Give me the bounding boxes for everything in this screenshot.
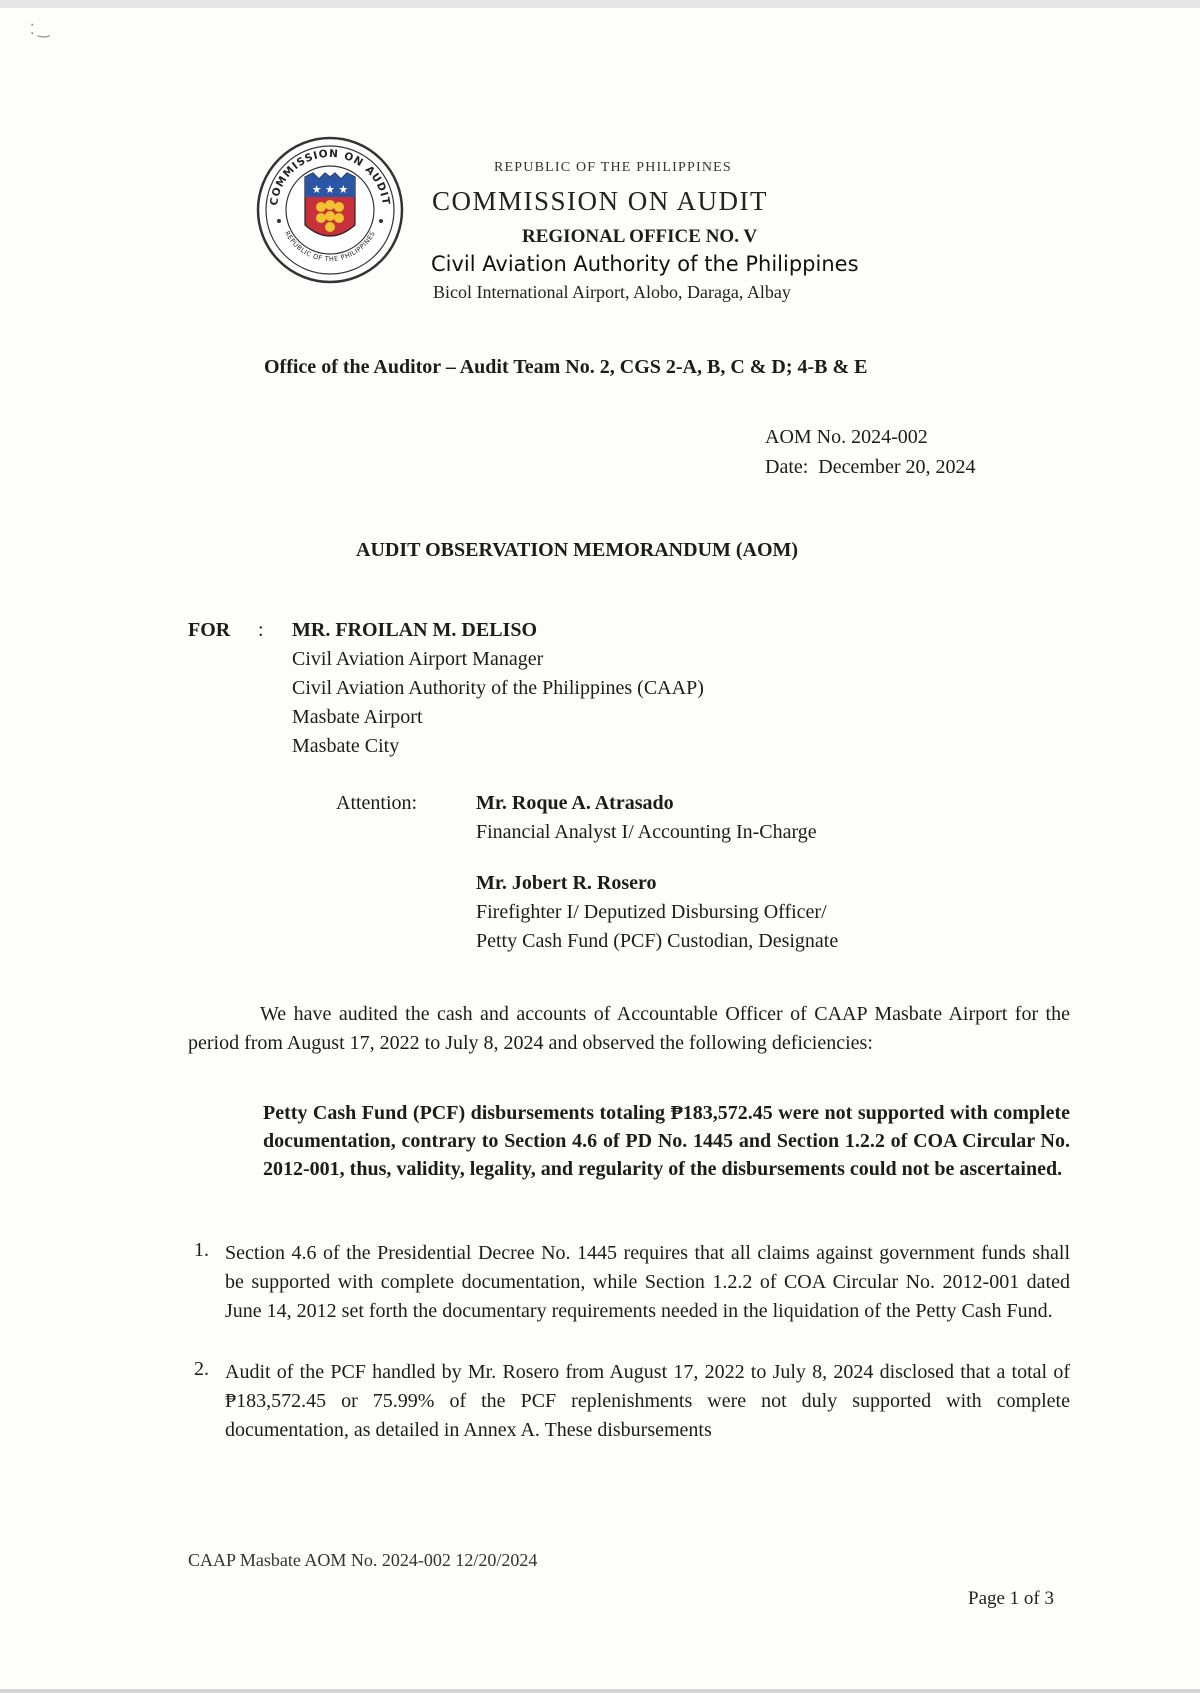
addressee-name: MR. FROILAN M. DELISO bbox=[292, 619, 538, 641]
commission-title: COMMISSION ON AUDIT bbox=[432, 186, 769, 216]
addressee-line: Masbate City bbox=[292, 735, 400, 757]
aom-date: Date: December 20, 2024 bbox=[765, 456, 976, 478]
item-text: Audit of the PCF handled by Mr. Rosero from August 17, 2022 to July 8, 2024 disclosed that a total of ₱183,572.45 or 75.99% of the PCF replenishments were not duly supported with complete documentation, as detailed in Annex A. These disbursements bbox=[225, 1361, 1070, 1441]
svg-text:★ ★ ★: ★ ★ ★ bbox=[311, 183, 349, 196]
intro-paragraph: We have audited the cash and accounts of Accountable Officer of CAAP Masbate Airport for the period from August 17, 2022 to July 8, 2024 and observed the following deficiencies: bbox=[188, 1003, 1070, 1054]
seal-bottom-text: REPUBLIC OF THE PHILIPPINES bbox=[282, 229, 378, 264]
scan-top-edge bbox=[0, 0, 1200, 8]
aom-number: AOM No. 2024-002 bbox=[765, 426, 928, 448]
finding-statement: Petty Cash Fund (PCF) disbursements totaling ₱183,572.45 were not supported with complete documentation, contrary to Section 4.6 of PD No. 1445 and Section 1.2.2 of COA Circular No. 2012-001, thus, validity, legality, and regularity of the disbursements could not be ascertained. bbox=[263, 1102, 1070, 1180]
republic-line: REPUBLIC OF THE PHILIPPINES bbox=[494, 160, 732, 175]
page-number: Page 1 of 3 bbox=[968, 1588, 1055, 1609]
attention-label: Attention: bbox=[336, 792, 418, 814]
agency-name: Civil Aviation Authority of the Philippines bbox=[431, 252, 859, 276]
attention-name: Mr. Jobert R. Rosero bbox=[476, 872, 657, 894]
footer-reference: CAAP Masbate AOM No. 2024-002 12/20/2024 bbox=[188, 1550, 538, 1570]
office-line: Office of the Auditor – Audit Team No. 2, CGS 2-A, B, C & D; 4-B & E bbox=[264, 356, 868, 378]
scan-bottom-edge bbox=[0, 1689, 1200, 1693]
scan-marks: ⁚ ‿ bbox=[30, 23, 50, 38]
attention-title: Firefighter I/ Deputized Disbursing Officer/ bbox=[476, 901, 827, 923]
item-text: Section 4.6 of the Presidential Decree No. 1445 requires that all claims against government funds shall be supported with complete documentation, while Section 1.2.2 of COA Circular No. 2012-001 dated June 14, 2012 set forth the documentary requirements needed in the liquidation of the Petty Cash Fund. bbox=[225, 1242, 1070, 1322]
for-colon: : bbox=[258, 619, 264, 641]
aom-title: AUDIT OBSERVATION MEMORANDUM (AOM) bbox=[356, 539, 799, 561]
addressee-line: Masbate Airport bbox=[292, 706, 423, 728]
attention-title: Financial Analyst I/ Accounting In-Charge bbox=[476, 821, 817, 843]
item-number: 1. bbox=[194, 1239, 209, 1261]
attention-name: Mr. Roque A. Atrasado bbox=[476, 792, 674, 814]
agency-address: Bicol International Airport, Alobo, Daraga, Albay bbox=[433, 282, 791, 302]
regional-office: REGIONAL OFFICE NO. V bbox=[522, 226, 758, 247]
attention-title: Petty Cash Fund (PCF) Custodian, Designate bbox=[476, 930, 839, 952]
item-number: 2. bbox=[194, 1358, 209, 1380]
addressee-line: Civil Aviation Airport Manager bbox=[292, 648, 544, 670]
coa-seal-icon bbox=[255, 135, 405, 285]
addressee-line: Civil Aviation Authority of the Philippines (CAAP) bbox=[292, 677, 704, 699]
for-label: FOR bbox=[188, 619, 231, 641]
seal-top-text: COMMISSION ON AUDIT bbox=[268, 147, 392, 207]
